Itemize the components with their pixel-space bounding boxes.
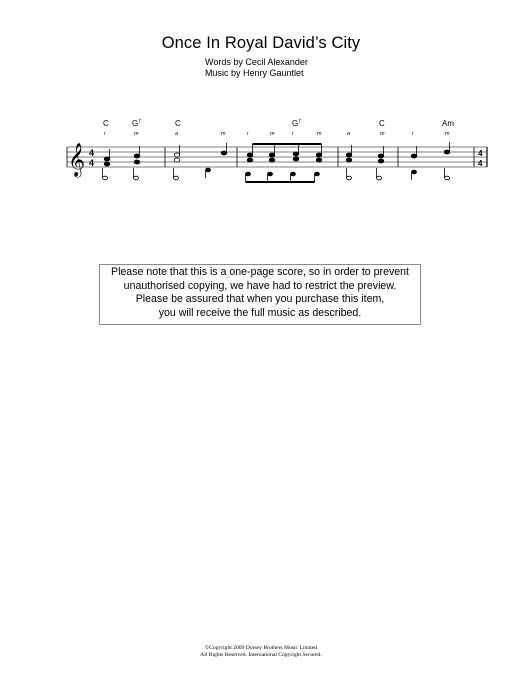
time-signature-end: 4 xyxy=(478,149,483,158)
treble-clef-icon: 𝄞 xyxy=(68,142,86,176)
note-head xyxy=(269,158,275,162)
note-head xyxy=(347,176,352,180)
fingering-mark: m xyxy=(317,131,322,137)
note-head xyxy=(103,176,108,180)
notice-line: unauthorised copying, we have had to restrict the preview. xyxy=(123,279,397,292)
fingering-mark: a xyxy=(175,131,179,137)
fingering-mark: m xyxy=(380,131,385,137)
note-head xyxy=(445,176,450,180)
time-signature-end: 4 xyxy=(478,159,483,168)
time-signature-top: 4 xyxy=(89,148,95,158)
fingering-mark: i xyxy=(104,131,106,137)
notice-line: you will receive the full music as described. xyxy=(158,306,362,319)
note-head xyxy=(377,176,382,180)
fingering-mark: m xyxy=(221,131,226,137)
note-head xyxy=(293,157,299,161)
note-head xyxy=(268,172,273,176)
fingering-mark: i xyxy=(292,131,294,137)
copyright-line: All Rights Reserved. International Copyright Secured. xyxy=(200,652,322,658)
note-head xyxy=(378,159,384,163)
note-head xyxy=(269,153,275,157)
note-head xyxy=(174,158,180,162)
note-head xyxy=(412,170,417,174)
note-head xyxy=(246,172,251,176)
fingering-mark: m xyxy=(134,131,139,137)
copyright-notice xyxy=(0,645,522,659)
note-head xyxy=(346,158,352,162)
fingering-mark: i xyxy=(247,131,249,137)
preview-notice xyxy=(99,264,421,325)
note-head xyxy=(316,158,322,162)
note-head xyxy=(206,168,211,172)
notice-line: Please note that this is a one-page score, so in order to prevent xyxy=(111,266,409,278)
note-head xyxy=(247,153,253,157)
copyright-line: ©Copyright 2009 Dorsey Brothers Music Limited xyxy=(204,645,318,651)
notice-line: Please be assured that when you purchase this item, xyxy=(135,293,385,306)
note-head xyxy=(174,176,179,180)
note-head xyxy=(291,172,296,176)
bass-notes xyxy=(103,168,450,182)
note-head xyxy=(174,153,180,157)
chord-symbol: C xyxy=(175,119,181,128)
note-head xyxy=(411,154,417,158)
music-credit: Music by Henry Gauntlet xyxy=(205,68,304,78)
words-credit: Words by Cecil Alexander xyxy=(205,57,308,67)
note-head xyxy=(378,154,384,158)
chord-symbol: C xyxy=(103,119,109,128)
note-head xyxy=(346,153,352,157)
score-title: Once In Royal David’s City xyxy=(161,34,361,52)
note-head xyxy=(247,158,253,162)
fingering-mark: m xyxy=(270,131,275,137)
music-staff xyxy=(0,112,522,192)
note-head xyxy=(104,162,110,166)
note-head xyxy=(134,176,139,180)
fingering-mark: i xyxy=(412,131,414,137)
note-head xyxy=(134,154,140,158)
chord-symbol: $G^7$ xyxy=(132,119,142,128)
time-signature-bottom: 4 xyxy=(89,158,95,168)
fingering-mark: a xyxy=(347,131,351,137)
note-head xyxy=(221,151,227,155)
credits xyxy=(205,57,308,79)
note-head xyxy=(444,150,450,154)
fingering-mark: m xyxy=(445,131,450,137)
chord-symbol: $G^7$ xyxy=(292,119,302,128)
note-head xyxy=(134,160,140,164)
note-head xyxy=(104,157,110,161)
chord-symbol: Am xyxy=(442,119,454,128)
chord-symbol: C xyxy=(379,119,385,128)
note-head xyxy=(293,152,299,156)
note-head xyxy=(316,153,322,157)
note-head xyxy=(315,172,320,176)
